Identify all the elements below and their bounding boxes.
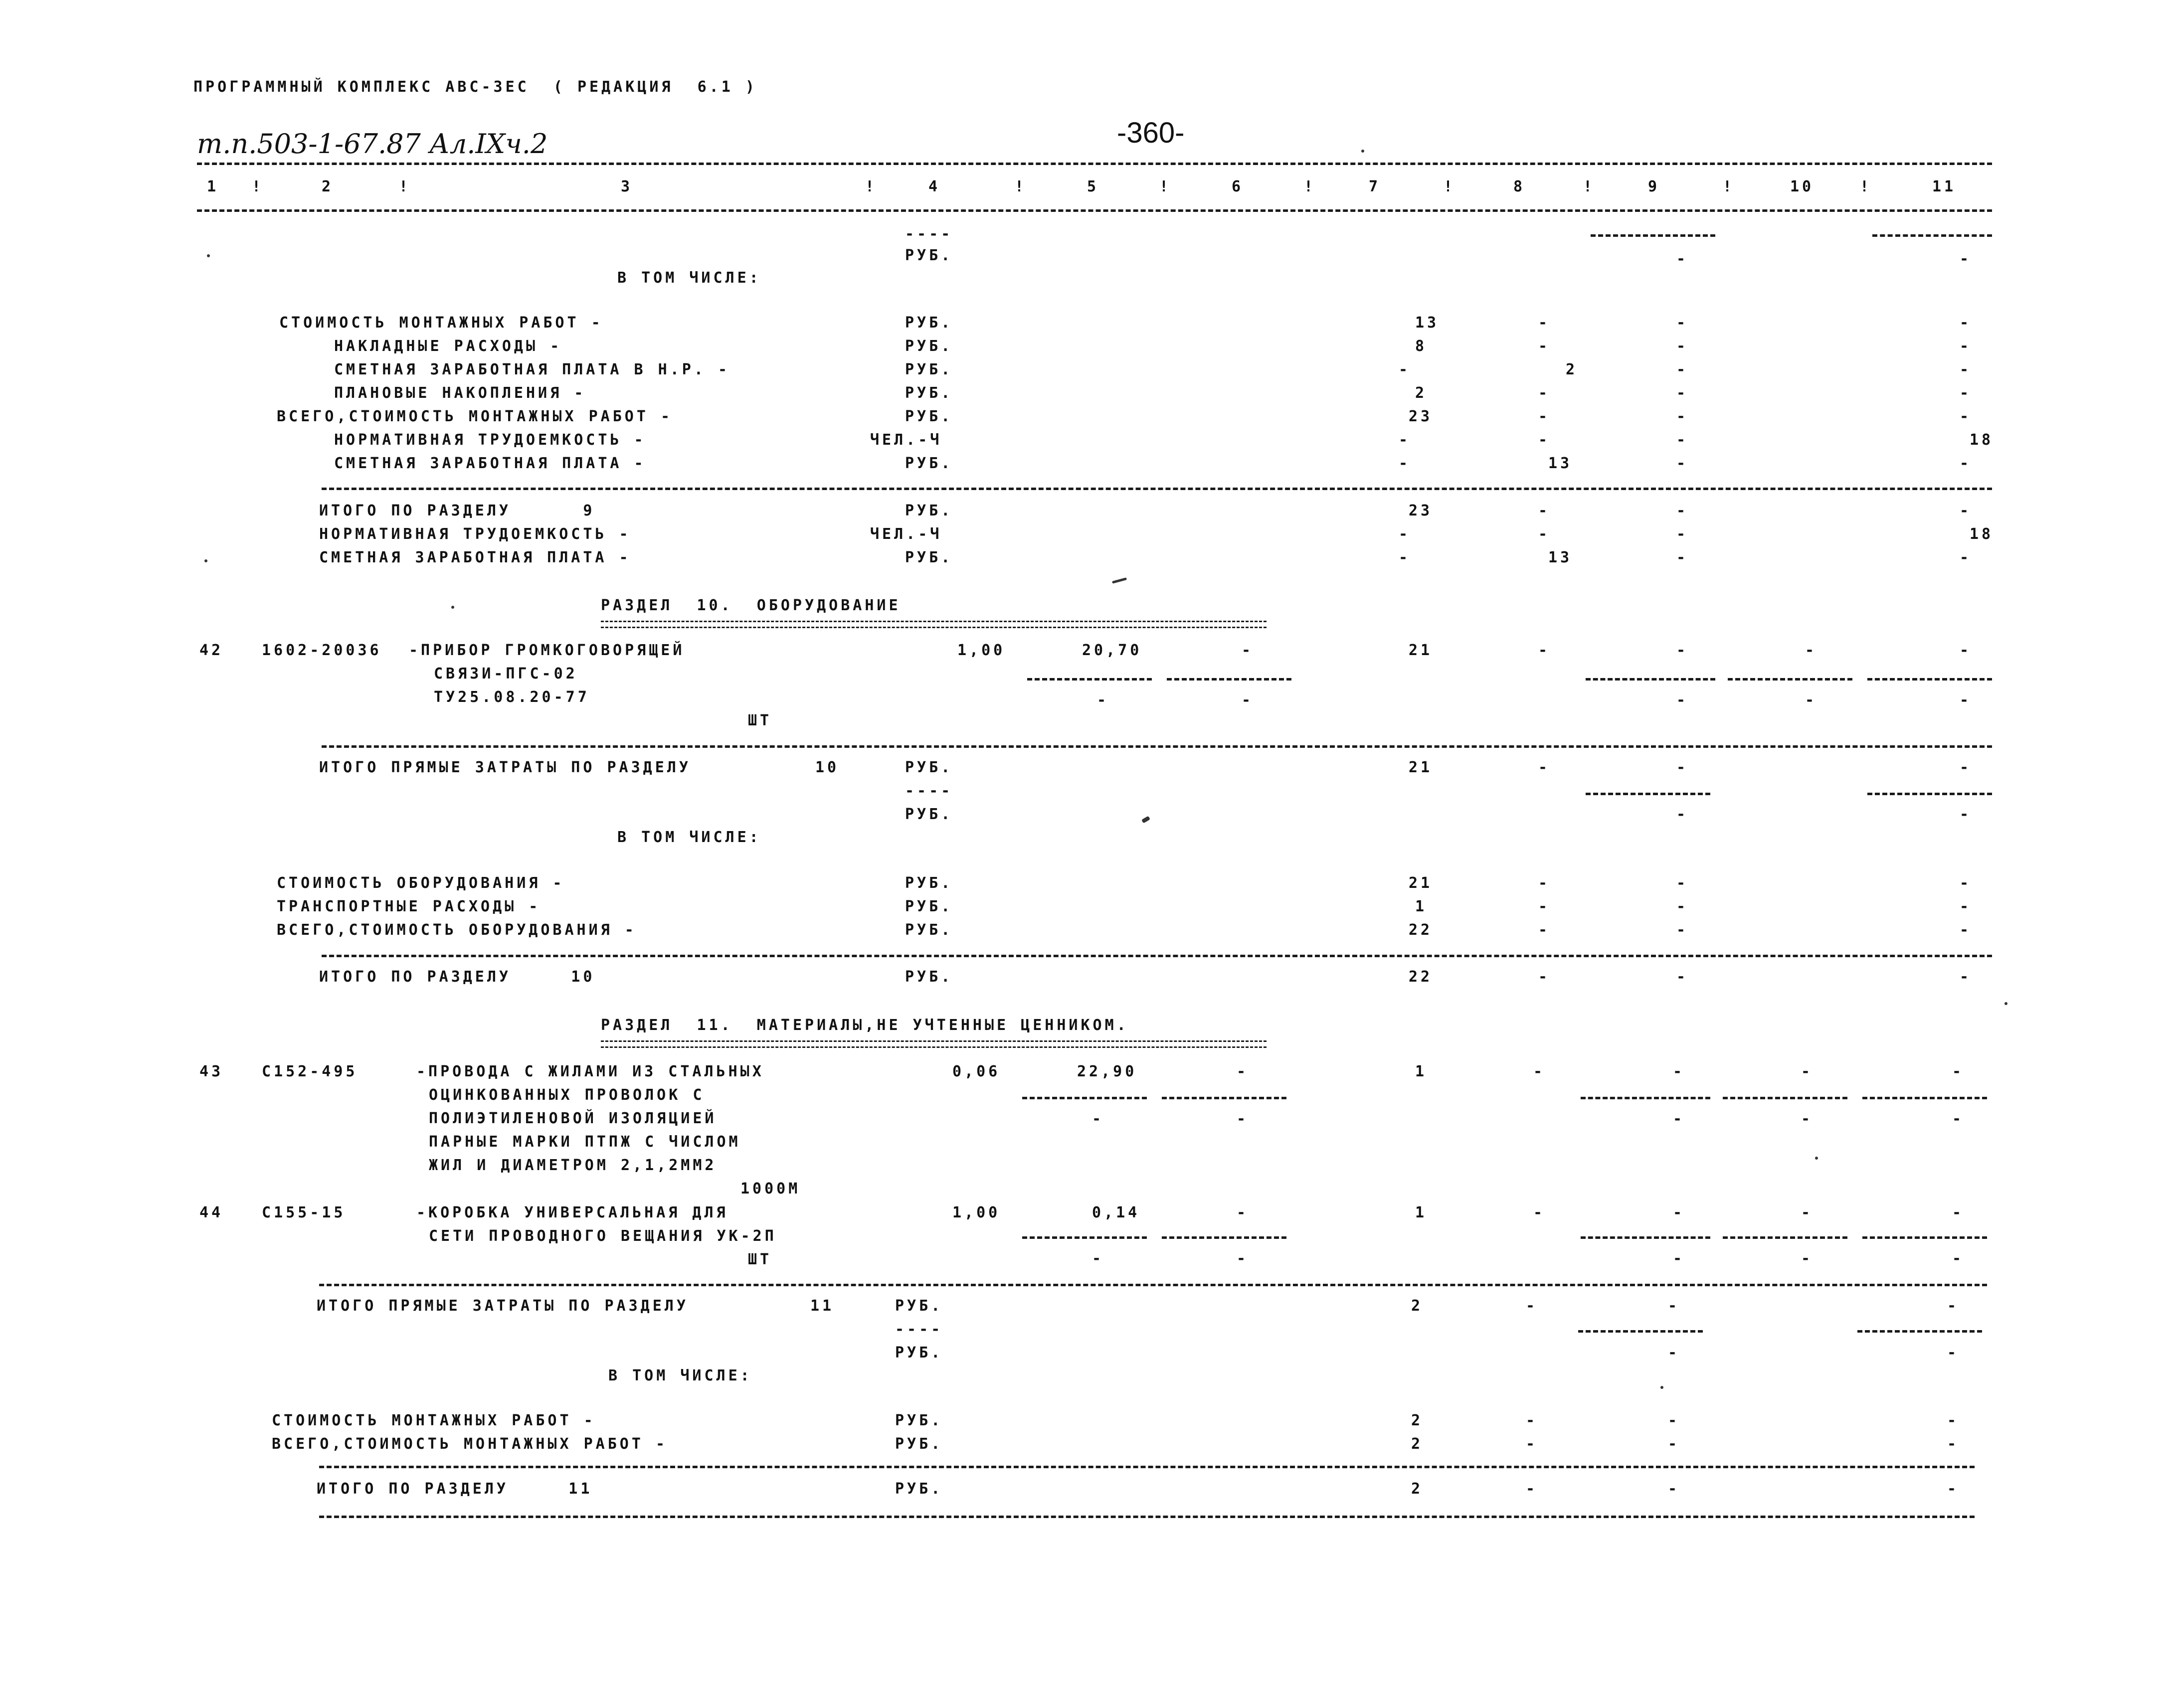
column-header-rule <box>197 209 1992 212</box>
row-c9: - <box>1676 338 1689 355</box>
direct-costs-label: ИТОГО ПРЯМЫЕ ЗАТРАТЫ ПО РАЗДЕЛУ <box>317 1297 689 1315</box>
total-c9: - <box>1676 549 1689 566</box>
col11-subrule <box>1872 234 1992 237</box>
column-separator: ! <box>1159 178 1172 195</box>
col5-subrule <box>1022 1097 1147 1099</box>
column-separator: ! <box>252 178 264 195</box>
direct-costs-number: 10 <box>815 759 840 776</box>
item-qty: 1,00 <box>957 642 1006 659</box>
total-label: ИТОГО ПО РАЗДЕЛУ 9 <box>319 502 595 519</box>
section-title-underline <box>601 1040 1267 1048</box>
row-c11: - <box>1947 1435 1960 1453</box>
column-number: 4 <box>928 178 941 195</box>
col9-subrule <box>1578 1330 1703 1333</box>
row-c7: 8 <box>1415 338 1428 355</box>
direct-costs-c11: - <box>1947 1297 1960 1315</box>
direct-costs-c9: - <box>1676 759 1689 776</box>
row-c7: 13 <box>1415 314 1440 332</box>
item-unit: ШТ <box>748 712 772 729</box>
direct-costs-unit: РУБ. <box>895 1297 943 1315</box>
row-c7: - <box>1399 361 1411 378</box>
section-10-total-rule <box>322 955 1992 957</box>
scan-speck <box>1112 577 1127 584</box>
direct-costs-c8: - <box>1526 1297 1538 1315</box>
scan-speck <box>1660 1386 1663 1389</box>
scan-speck <box>204 559 207 562</box>
item-c6: - <box>1242 642 1254 659</box>
item-unit: ШТ <box>748 1251 772 1268</box>
row-c8: 13 <box>1548 455 1573 472</box>
row-c8: - <box>1538 408 1551 425</box>
row-label: НАКЛАДНЫЕ РАСХОДЫ - <box>334 338 562 355</box>
item-c10: - <box>1801 1063 1814 1080</box>
row-c8: 2 <box>1566 361 1578 378</box>
column-separator: ! <box>1723 178 1735 195</box>
section-11-rule <box>319 1284 1987 1286</box>
header-rule-top <box>197 163 1992 165</box>
total-c9: - <box>1668 1480 1680 1498</box>
column-separator: ! <box>1583 178 1596 195</box>
row-c7: - <box>1399 455 1411 472</box>
item-code: С152-495 <box>262 1063 358 1080</box>
column-separator: ! <box>1304 178 1316 195</box>
col11-subrule <box>1867 793 1992 795</box>
unit-label: РУБ. <box>905 247 953 264</box>
row-label: ТРАНСПОРТНЫЕ РАСХОДЫ - <box>277 898 541 915</box>
item-sub6: - <box>1242 691 1254 709</box>
total-c9: - <box>1676 502 1689 519</box>
scan-speck <box>1815 1157 1818 1160</box>
item-c10: - <box>1805 642 1817 659</box>
col9-subrule <box>1581 1097 1710 1099</box>
col11-subrule <box>1862 1097 1987 1099</box>
item-c7: 1 <box>1415 1204 1428 1221</box>
col6-subrule <box>1162 1097 1286 1099</box>
section-11-total-rule <box>319 1466 1975 1468</box>
item-c6: - <box>1237 1063 1249 1080</box>
column-number: 1 <box>207 178 219 195</box>
scan-speck <box>207 254 210 257</box>
col11-subrule <box>1862 1236 1987 1239</box>
row-c8: - <box>1538 384 1551 402</box>
col9-subrule <box>1586 793 1710 795</box>
row-c7: 23 <box>1409 408 1433 425</box>
total-label: ИТОГО ПО РАЗДЕЛУ 10 <box>319 968 595 986</box>
direct-costs-unit: РУБ. <box>905 759 953 776</box>
col10-subrule <box>1728 678 1852 681</box>
column-separator: ! <box>1015 178 1027 195</box>
unit-label: РУБ. <box>905 806 953 823</box>
row-c9: - <box>1668 1412 1680 1429</box>
row-c11: - <box>1960 361 1972 378</box>
row-unit: РУБ. <box>905 898 953 915</box>
item-sub10: - <box>1801 1250 1814 1267</box>
row-c11: - <box>1960 921 1972 939</box>
total-c9: - <box>1676 525 1689 543</box>
item-description-line: -ПРИБОР ГРОМКОГОВОРЯЩЕЙ <box>409 642 685 659</box>
row-label: ПЛАНОВЫЕ НАКОПЛЕНИЯ - <box>334 384 586 402</box>
scan-speck <box>451 606 454 609</box>
scan-speck <box>1141 816 1150 824</box>
dash-value: - <box>1676 250 1689 268</box>
row-c9: - <box>1676 431 1689 449</box>
row-c11: - <box>1960 314 1972 332</box>
row-c7: 2 <box>1411 1412 1424 1429</box>
sub-c11: - <box>1947 1344 1960 1362</box>
total-c8: 13 <box>1548 549 1573 566</box>
total-c8: - <box>1538 525 1551 543</box>
page-bottom-rule <box>319 1516 1975 1518</box>
total-unit: РУБ. <box>905 502 953 519</box>
row-c11: 18 <box>1970 431 1994 449</box>
item-sub11: - <box>1960 691 1972 709</box>
row-c9: - <box>1676 361 1689 378</box>
item-c11: - <box>1960 642 1972 659</box>
row-unit: РУБ. <box>905 314 953 332</box>
row-c9: - <box>1676 921 1689 939</box>
row-label: ВСЕГО,СТОИМОСТЬ ОБОРУДОВАНИЯ - <box>277 921 637 939</box>
item-number: 42 <box>199 642 224 659</box>
row-c11: - <box>1960 874 1972 892</box>
column-number: 7 <box>1369 178 1381 195</box>
row-unit: РУБ. <box>905 921 953 939</box>
dash-value: - <box>1960 250 1972 268</box>
col5-subrule <box>1027 678 1152 681</box>
item-c9: - <box>1673 1063 1685 1080</box>
total-c7: 23 <box>1409 502 1433 519</box>
row-unit: РУБ. <box>905 384 953 402</box>
col9-subrule <box>1586 678 1715 681</box>
direct-costs-number: 11 <box>810 1297 835 1315</box>
direct-costs-c9: - <box>1668 1297 1680 1315</box>
col5-subrule <box>1022 1236 1147 1239</box>
direct-costs-c7: 21 <box>1409 759 1433 776</box>
row-c11: - <box>1960 455 1972 472</box>
item-description-line: ТУ25.08.20-77 <box>434 688 590 706</box>
row-c9: - <box>1676 408 1689 425</box>
column-number: 3 <box>621 178 633 195</box>
row-c9: - <box>1668 1435 1680 1453</box>
row-c11: - <box>1960 384 1972 402</box>
row-unit: РУБ. <box>905 408 953 425</box>
column-number: 6 <box>1232 178 1244 195</box>
sub-c11: - <box>1960 806 1972 823</box>
col11-subrule <box>1857 1330 1982 1333</box>
item-c8: - <box>1538 642 1551 659</box>
row-c8: - <box>1538 898 1551 915</box>
column-number: 5 <box>1087 178 1099 195</box>
item-c9: - <box>1676 642 1689 659</box>
item-description-line: ПОЛИЭТИЛЕНОВОЙ ИЗОЛЯЦИЕЙ <box>429 1110 717 1127</box>
item-c9: - <box>1673 1204 1685 1221</box>
row-c11: - <box>1960 898 1972 915</box>
item-sub11: - <box>1952 1110 1965 1128</box>
item-c10: - <box>1801 1204 1814 1221</box>
direct-costs-c8: - <box>1538 759 1551 776</box>
section-10-rule <box>322 745 1992 748</box>
total-unit: ЧЕЛ.-Ч <box>870 525 942 543</box>
col11-subrule <box>1867 678 1992 681</box>
column-number: 10 <box>1790 178 1815 195</box>
column-number: 9 <box>1648 178 1660 195</box>
item-number: 44 <box>199 1204 224 1221</box>
item-sub6: - <box>1237 1110 1249 1128</box>
item-sub5: - <box>1092 1110 1104 1128</box>
row-label: СТОИМОСТЬ МОНТАЖНЫХ РАБОТ - <box>272 1412 596 1429</box>
item-code: 1602-20036 <box>262 642 382 659</box>
program-header: ПРОГРАММНЫЙ КОМПЛЕКС АВС-ЗЕС ( РЕДАКЦИЯ 6.1 ) <box>193 78 757 96</box>
row-c8: - <box>1526 1435 1538 1453</box>
total-c7: 2 <box>1411 1480 1424 1498</box>
item-number: 43 <box>199 1063 224 1080</box>
total-c8: - <box>1526 1480 1538 1498</box>
item-sub10: - <box>1805 691 1817 709</box>
column-number: 8 <box>1513 178 1526 195</box>
row-c7: 2 <box>1411 1435 1424 1453</box>
item-description-line: -КОРОБКА УНИВЕРСАЛЬНАЯ ДЛЯ <box>416 1204 728 1221</box>
col9-subrule <box>1591 234 1715 237</box>
total-unit: РУБ. <box>895 1480 943 1498</box>
total-c9: - <box>1676 968 1689 986</box>
row-unit: РУБ. <box>905 874 953 892</box>
item-description-line: ЖИЛ И ДИАМЕТРОМ 2,1,2ММ2 <box>429 1157 717 1174</box>
direct-costs-c7: 2 <box>1411 1297 1424 1315</box>
item-c7: 21 <box>1409 642 1433 659</box>
total-c8: - <box>1538 502 1551 519</box>
row-unit: РУБ. <box>905 455 953 472</box>
row-c8: - <box>1538 921 1551 939</box>
row-label: СТОИМОСТЬ ОБОРУДОВАНИЯ - <box>277 874 565 892</box>
item-c11: - <box>1952 1204 1965 1221</box>
total-c7: 22 <box>1409 968 1433 986</box>
column-separator: ! <box>1860 178 1872 195</box>
row-unit: РУБ. <box>895 1435 943 1453</box>
row-c9: - <box>1676 455 1689 472</box>
item-c7: 1 <box>1415 1063 1428 1080</box>
row-c7: 2 <box>1415 384 1428 402</box>
item-c8: - <box>1533 1063 1546 1080</box>
item-price: 20,70 <box>1082 642 1142 659</box>
row-c9: - <box>1676 314 1689 332</box>
item-price: 22,90 <box>1077 1063 1137 1080</box>
item-description-line: СЕТИ ПРОВОДНОГО ВЕЩАНИЯ УК-2П <box>429 1227 777 1245</box>
total-unit: РУБ. <box>905 549 953 566</box>
total-unit: РУБ. <box>905 968 953 986</box>
unit-divider: ---- <box>895 1321 943 1338</box>
column-separator: ! <box>399 178 411 195</box>
direct-costs-c11: - <box>1960 759 1972 776</box>
item-description-line: ПАРНЫЕ МАРКИ ПТПЖ С ЧИСЛОМ <box>429 1133 741 1151</box>
including-label: В ТОМ ЧИСЛЕ: <box>617 829 761 846</box>
row-unit: РУБ. <box>895 1412 943 1429</box>
unit-divider: ---- <box>905 782 953 800</box>
item-sub9: - <box>1676 691 1689 709</box>
item-code: С155-15 <box>262 1204 346 1221</box>
item-c6: - <box>1237 1204 1249 1221</box>
page-number: -360- <box>1117 117 1185 149</box>
row-c8: - <box>1526 1412 1538 1429</box>
row-c11: - <box>1947 1412 1960 1429</box>
total-c11: 18 <box>1970 525 1994 543</box>
including-label: В ТОМ ЧИСЛЕ: <box>617 269 761 287</box>
scan-speck <box>2004 1002 2007 1005</box>
unit-divider: ---- <box>905 225 953 243</box>
including-label: В ТОМ ЧИСЛЕ: <box>608 1367 752 1384</box>
unit-label: РУБ. <box>895 1344 943 1362</box>
item-qty: 1,00 <box>952 1204 1001 1221</box>
col10-subrule <box>1723 1097 1847 1099</box>
total-c11: - <box>1960 968 1972 986</box>
total-label: СМЕТНАЯ ЗАРАБОТНАЯ ПЛАТА - <box>319 549 631 566</box>
total-c11: - <box>1960 502 1972 519</box>
row-c8: - <box>1538 338 1551 355</box>
section-title-underline <box>601 621 1267 628</box>
column-separator: ! <box>1444 178 1456 195</box>
item-sub6: - <box>1237 1250 1249 1267</box>
row-c11: - <box>1960 408 1972 425</box>
row-c9: - <box>1676 898 1689 915</box>
item-c8: - <box>1533 1204 1546 1221</box>
item-sub5: - <box>1092 1250 1104 1267</box>
item-sub11: - <box>1952 1250 1965 1267</box>
item-qty: 0,06 <box>952 1063 1001 1080</box>
item-description-line: ОЦИНКОВАННЫХ ПРОВОЛОК С <box>429 1086 705 1104</box>
col9-subrule <box>1581 1236 1710 1239</box>
total-c11: - <box>1960 549 1972 566</box>
item-description-line: СВЯЗИ-ПГС-02 <box>434 665 578 683</box>
total-c7: - <box>1399 549 1411 566</box>
section-title: РАЗДЕЛ 11. МАТЕРИАЛЫ,НЕ УЧТЕННЫЕ ЦЕННИКОМ. <box>601 1017 1129 1034</box>
item-price: 0,14 <box>1092 1204 1140 1221</box>
row-unit: РУБ. <box>905 361 953 378</box>
row-c9: - <box>1676 874 1689 892</box>
column-number: 11 <box>1932 178 1957 195</box>
section-9-rule <box>322 488 1992 490</box>
column-number: 2 <box>322 178 334 195</box>
section-title: РАЗДЕЛ 10. ОБОРУДОВАНИЕ <box>601 597 901 614</box>
total-label: НОРМАТИВНАЯ ТРУДОЕМКОСТЬ - <box>319 525 631 543</box>
row-label: ВСЕГО,СТОИМОСТЬ МОНТАЖНЫХ РАБОТ - <box>277 408 673 425</box>
row-c11: - <box>1960 338 1972 355</box>
row-c8: - <box>1538 314 1551 332</box>
row-label: СМЕТНАЯ ЗАРАБОТНАЯ ПЛАТА - <box>334 455 646 472</box>
sub-c9: - <box>1676 806 1689 823</box>
item-sub5: - <box>1097 691 1109 709</box>
col6-subrule <box>1162 1236 1286 1239</box>
item-unit: 1000М <box>740 1180 801 1197</box>
row-label: СТОИМОСТЬ МОНТАЖНЫХ РАБОТ - <box>279 314 603 332</box>
row-label: ВСЕГО,СТОИМОСТЬ МОНТАЖНЫХ РАБОТ - <box>272 1435 668 1453</box>
sub-c9: - <box>1668 1344 1680 1362</box>
col6-subrule <box>1167 678 1291 681</box>
row-c7: 21 <box>1409 874 1433 892</box>
item-sub9: - <box>1673 1110 1685 1128</box>
total-label: ИТОГО ПО РАЗДЕЛУ 11 <box>317 1480 593 1498</box>
row-label: НОРМАТИВНАЯ ТРУДОЕМКОСТЬ - <box>334 431 646 449</box>
total-c11: - <box>1947 1480 1960 1498</box>
row-unit: ЧЕЛ.-Ч <box>870 431 942 449</box>
item-c11: - <box>1952 1063 1965 1080</box>
row-c7: 22 <box>1409 921 1433 939</box>
item-sub9: - <box>1673 1250 1685 1267</box>
row-c7: - <box>1399 431 1411 449</box>
total-c7: - <box>1399 525 1411 543</box>
total-c8: - <box>1538 968 1551 986</box>
row-c9: - <box>1676 384 1689 402</box>
row-unit: РУБ. <box>905 338 953 355</box>
row-label: СМЕТНАЯ ЗАРАБОТНАЯ ПЛАТА В Н.Р. - <box>334 361 730 378</box>
row-c8: - <box>1538 874 1551 892</box>
item-sub10: - <box>1801 1110 1814 1128</box>
col10-subrule <box>1723 1236 1847 1239</box>
scan-speck <box>1361 150 1364 153</box>
column-separator: ! <box>865 178 878 195</box>
project-reference: т.п.503-1-67.87 Ал.IXч.2 <box>197 128 548 160</box>
direct-costs-label: ИТОГО ПРЯМЫЕ ЗАТРАТЫ ПО РАЗДЕЛУ <box>319 759 691 776</box>
row-c8: - <box>1538 431 1551 449</box>
row-c7: 1 <box>1415 898 1428 915</box>
item-description-line: -ПРОВОДА С ЖИЛАМИ ИЗ СТАЛЬНЫХ <box>416 1063 764 1080</box>
